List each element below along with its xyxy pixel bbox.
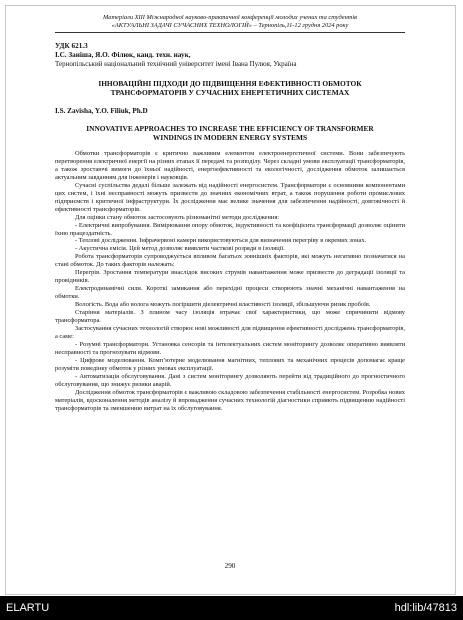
- footer-bar: [0, 596, 463, 620]
- paragraph: Вологість. Вода або волога можуть погіршити діелектричні властивості ізоляції, збільшуючи ризик пробоїв.: [75, 301, 371, 309]
- conference-line-2: «АКТУАЛЬНІ ЗАДАЧІ СУЧАСНИХ ТЕХНОЛОГІЙ» – Тернопіль,11-12 грудня 2024 року: [111, 22, 349, 29]
- paragraph: Обмотки трансформаторів є критично важливим елементом електроенергетичної системи. Вони забезпечують перетворення електричної енергії на різних етапах її передачі та розподілу. Через складні умови експлуатації трансформаторів, а також зростаючі вимоги до їхньої надійності, енергоефективності та екологічності, дослідження обмоток залишається актуальним завданням для інженерів і науковців.: [55, 150, 405, 181]
- footer-repository-label: ELARTU: [6, 602, 50, 614]
- affiliation: Тернопільський національний технічний університет імені Івана Пулюя, Україна: [55, 60, 297, 68]
- authors-ua: І.С. Заніша, Я.О. Філюк, канд. техн. наук,: [55, 51, 191, 59]
- title-ua: ІННОВАЦІЙНІ ПІДХОДИ ДО ПІДВИЩЕННЯ ЕФЕКТИВНОСТІ ОБМОТОК ТРАНСФОРМАТОРІВ У СУЧАСНИХ ЕНЕРГЕТИЧНИХ СИСТЕМАХ: [98, 79, 362, 97]
- conference-line-1: Матеріали XIII Міжнародної науково-практичної конференції молодих учених та студентів: [103, 14, 357, 21]
- article-body: [55, 150, 405, 412]
- list-item: - Акустична емісія. Цей метод дозволяє виявляти часткові розряди в ізоляції.: [75, 245, 285, 253]
- conference-header: [55, 14, 405, 30]
- paragraph: Застосування сучасних технологій створює нові можливості для підвищення ефективності досліджень трансформаторів, а саме:: [55, 324, 405, 340]
- paragraph: Сучасні суспільства дедалі більше залежать від надійності енергосистем. Трансформатори є основними компонентами цих систем, і їхні несправності можуть призвести до значних економічних втрат, а також порушення роботи промислових підприємств і критичної інфраструктури. Їх дослідження має велике значення для забезпечення надійності, довговічності й ефективності трансформаторів.: [55, 181, 405, 213]
- page-number: 290: [224, 562, 236, 570]
- title-en: INNOVATIVE APPROACHES TO INCREASE THE EFFICIENCY OF TRANSFORMER WINDINGS IN MODERN ENERGY SYSTEMS: [86, 124, 374, 142]
- paper-page: [55, 14, 405, 589]
- list-item: - Автоматизація обслуговування. Дані з систем моніторингу дозволяють перейти від традиційного до прогностичного обслуговування, що знижує ризики аварій.: [55, 372, 405, 388]
- paragraph: Дослідження обмоток трансформаторів є важливою складовою забезпечення стабільності енергосистем. Розробка нових матеріалів, вдосконалення методів аналізу й впровадження сучасних технологій діагностики сприяють підвищенню надійності трансформаторів та зменшенню витрат на їх обслуговування.: [55, 388, 405, 412]
- list-item: - Розумні трансформатори. Установка сенсорів та інтелектуальних систем моніторингу дозволяє оперативно виявляти несправності та прогнозувати відмови.: [55, 340, 405, 356]
- list-item: - Електричні випробування. Вимірювання опору обмоток, індуктивності та коефіцієнта трансформації дозволяє оцінити їхню працездатність.: [55, 221, 405, 237]
- header-rule: [55, 32, 405, 33]
- list-item: - Теплові дослідження. Інфрачервоні камери використовуються для визначення перегріву в окремих зонах.: [75, 237, 367, 245]
- footer-handle[interactable]: hdl:lib/47813: [394, 602, 457, 614]
- paragraph: Для оцінки стану обмоток застосовують різноманітні методи дослідження:: [75, 213, 280, 221]
- list-item: - Цифрове моделювання. Комп’ютерне моделювання магнітних, теплових та механічних процесів допомагає краще розуміти поведінку обмоток у різних умовах експлуатації.: [55, 356, 405, 372]
- paragraph: Робота трансформаторів супроводжується впливом багатьох зовнішніх факторів, які можуть негативно позначатися на стані обмоток. До таких факторів належать:: [55, 253, 405, 269]
- paragraph: Старіння матеріалів. З плином часу ізоляція втрачає свої характеристики, що може спричинити відмову трансформатора.: [55, 309, 405, 325]
- paragraph: Електродинамічні сили. Короткі замикання або перехідні процеси створюють значні механічні навантаження на обмотки.: [55, 285, 405, 301]
- paragraph: Перегрів. Зростання температури внаслідок високих струмів навантаження може призвести до деградації ізоляції та провідників.: [55, 269, 405, 285]
- authors-en: I.S. Zavisha, Y.O. Filiuk, Ph.D: [55, 107, 148, 115]
- udk-code: УДК 621.3: [55, 42, 88, 50]
